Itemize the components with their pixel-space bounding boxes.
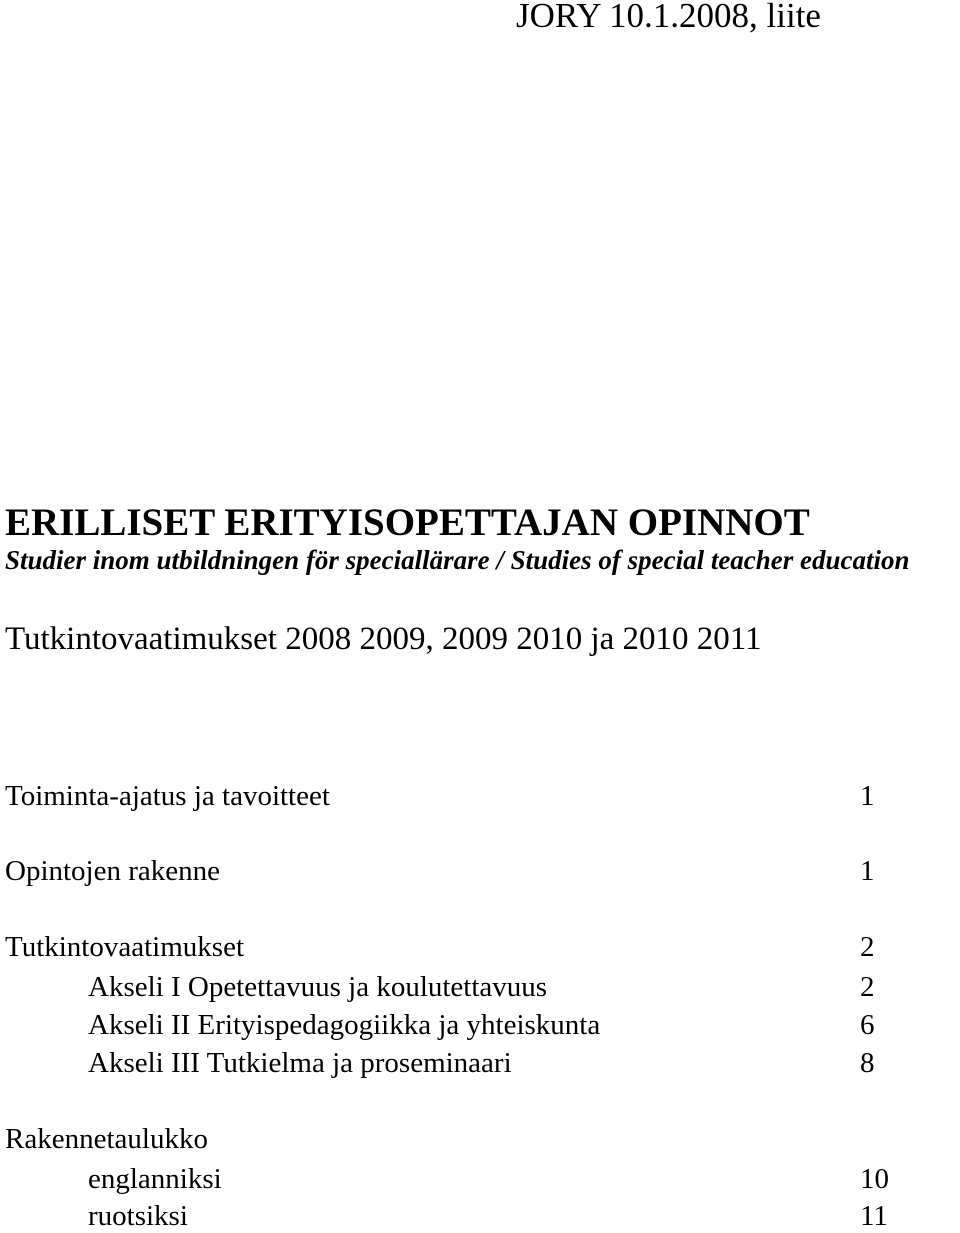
toc-entry-page: 8 [860, 1047, 875, 1079]
degree-requirements-heading: Tutkintovaatimukset 2008 2009, 2009 2010 ja 2010 2011 [5, 621, 762, 657]
toc-entry-page: 10 [860, 1163, 889, 1195]
toc-entry-page: 1 [860, 780, 875, 812]
toc-entry-text: Akseli II Erityispedagogiikka ja yhteiskunta [88, 1009, 601, 1041]
toc-entry-page: 2 [860, 971, 875, 1003]
toc-entry-text: Toiminta-ajatus ja tavoitteet [5, 780, 330, 812]
toc-entry-text: Opintojen rakenne [5, 855, 221, 887]
toc-entry-page: 1 [860, 855, 875, 887]
toc-entry-page: 2 [860, 931, 875, 963]
toc-entry-page: 11 [860, 1200, 888, 1232]
toc-entry-text: Akseli III Tutkielma ja proseminaari [88, 1047, 512, 1079]
document-subtitle: Studier inom utbildningen för speciallärare / Studies of special teacher education [5, 545, 910, 575]
toc-entry-page: 6 [860, 1009, 875, 1041]
toc-entry-text: Akseli I Opetettavuus ja koulutettavuus [88, 971, 548, 1003]
toc-entry-text: ruotsiksi [88, 1200, 188, 1232]
document-reference: JORY 10.1.2008, liite [516, 0, 821, 35]
toc-entry-text: englanniksi [88, 1163, 222, 1195]
document-title: ERILLISET ERITYISOPETTAJAN OPINNOT [5, 501, 810, 544]
toc-entry-text: Rakennetaulukko [5, 1123, 208, 1155]
toc-entry-text: Tutkintovaatimukset [5, 931, 244, 963]
